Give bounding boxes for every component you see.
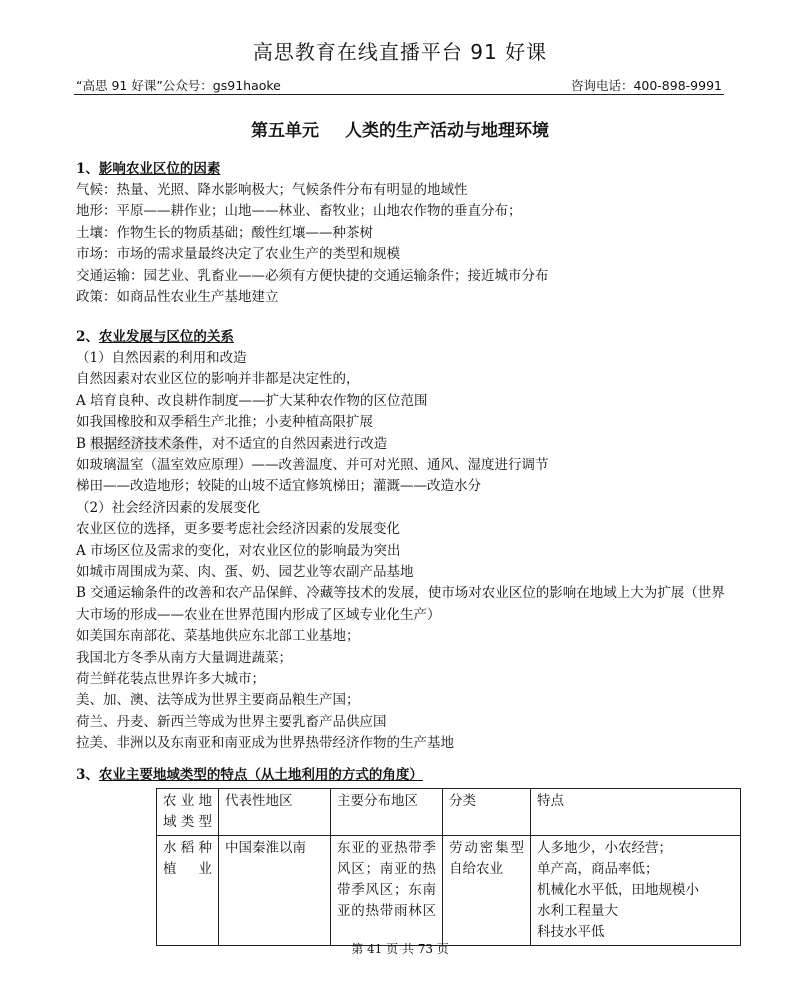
section-2 xyxy=(76,326,726,754)
table-header: 分类 xyxy=(443,789,531,836)
text-line: 气候：热量、光照、降水影响极大；气候条件分布有明显的地域性 xyxy=(76,182,468,198)
table-header: 农业地域类型 xyxy=(157,789,219,836)
section-2-heading: 2、农业发展与区位的关系 xyxy=(76,329,234,345)
text-line: 如美国东南部花、菜基地供应东北部工业基地； xyxy=(76,628,360,645)
text-line: 土壤：作物生长的物质基础；酸性红壤——种茶树 xyxy=(76,224,373,241)
agriculture-types-table xyxy=(156,788,741,946)
unit-title xyxy=(0,116,800,141)
section-1-heading: 1、影响农业区位的因素 xyxy=(76,161,221,177)
text-line: 美、加、澳、法等成为世界主要商品粮生产国； xyxy=(76,692,360,709)
table-header-row xyxy=(157,789,741,836)
text-line: 农业区位的选择，更多要考虑社会经济因素的发展变化 xyxy=(76,521,400,538)
text-line: 荷兰、丹麦、新西兰等成为世界主要乳畜产品供应国 xyxy=(76,713,387,730)
text-line: 市场：市场的需求量最终决定了农业生产的类型和规模 xyxy=(76,246,400,263)
text-line: 荷兰鲜花装点世界许多大城市； xyxy=(76,670,265,687)
table-row xyxy=(157,836,741,946)
table-header: 特点 xyxy=(531,789,741,836)
text-line: 如玻璃温室（温室效应原理）——改善温度、并可对光照、通风、湿度进行调节 xyxy=(76,456,549,473)
section-3 xyxy=(76,764,726,786)
text-line: 自然因素对农业区位的影响并非都是决定性的， xyxy=(76,371,360,388)
table-header: 代表性地区 xyxy=(219,789,331,836)
table-cell-features: 人多地少，小农经营； 单产高，商品率低； 机械化水平低，田地规模小 水利工程量大 科技水平低 xyxy=(531,836,741,946)
table-cell-type: 水稻种植业 xyxy=(157,836,219,946)
header-title: 高思教育在线直播平台 91 好课 xyxy=(252,40,548,64)
subheading-natural: （1）自然因素的利用和改造 xyxy=(76,350,247,366)
text-line-b: B 根据经济技术条件，对不适宜的自然因素进行改造 xyxy=(76,435,388,452)
table-cell-region: 中国秦淮以南 xyxy=(219,836,331,946)
text-line: 交通运输：园艺业、乳畜业——必须有方便快捷的交通运输条件；接近城市分布 xyxy=(76,267,549,284)
phone-number: 咨询电话：400-898-9991 xyxy=(570,78,722,93)
text-line: 如我国橡胶和双季稻生产北推；小麦种植高限扩展 xyxy=(76,414,373,431)
text-line: 梯田——改造地形；较陡的山坡不适宜修筑梯田；灌溉——改造水分 xyxy=(76,478,481,495)
paragraph-b: B 交通运输条件的改善和农产品保鲜、冷藏等技术的发展，使市场对农业区位的影响在地域上大为扩展（世界大市场的形成——农业在世界范围内形成了区域专业化生产） xyxy=(76,585,725,623)
text-line: A 培育良种、改良耕作制度——扩大某种农作物的区位范围 xyxy=(76,392,428,409)
highlighted-text: 根据经济技术条件 xyxy=(90,435,199,452)
table-cell-category: 劳动密集型 自给农业 xyxy=(443,836,531,946)
table-cell-distribution: 东亚的亚热带季风区；南亚的热带季风区；东南亚的热带雨林区 xyxy=(331,836,443,946)
table-header: 主要分布地区 xyxy=(331,789,443,836)
unit-number: 第五单元 xyxy=(251,121,320,141)
section-1 xyxy=(76,158,726,308)
page-number: 第 41 页 共 73 页 xyxy=(351,942,449,956)
header-divider xyxy=(74,94,724,95)
text-line: A 市场区位及需求的变化，对农业区位的影响最为突出 xyxy=(76,542,401,559)
section-3-heading: 3、农业主要地域类型的特点（从土地利用的方式的角度） xyxy=(76,767,423,783)
text-line: 地形：平原——耕作业；山地——林业、畜牧业；山地农作物的垂直分布； xyxy=(76,203,522,220)
text-line: 拉美、非洲以及东南亚和南亚成为世界热带经济作物的生产基地 xyxy=(76,735,454,752)
text-line: 如城市周围成为菜、肉、蛋、奶、园艺业等农副产品基地 xyxy=(76,563,414,580)
wechat-account: “高思 91 好课”公众号：gs91haoke xyxy=(76,78,281,93)
unit-name: 人类的生产活动与地理环境 xyxy=(344,121,549,141)
subheading-social: （2）社会经济因素的发展变化 xyxy=(76,499,261,516)
text-line: 政策：如商品性农业生产基地建立 xyxy=(76,288,279,305)
text-line: 我国北方冬季从南方大量调进蔬菜； xyxy=(76,649,292,666)
